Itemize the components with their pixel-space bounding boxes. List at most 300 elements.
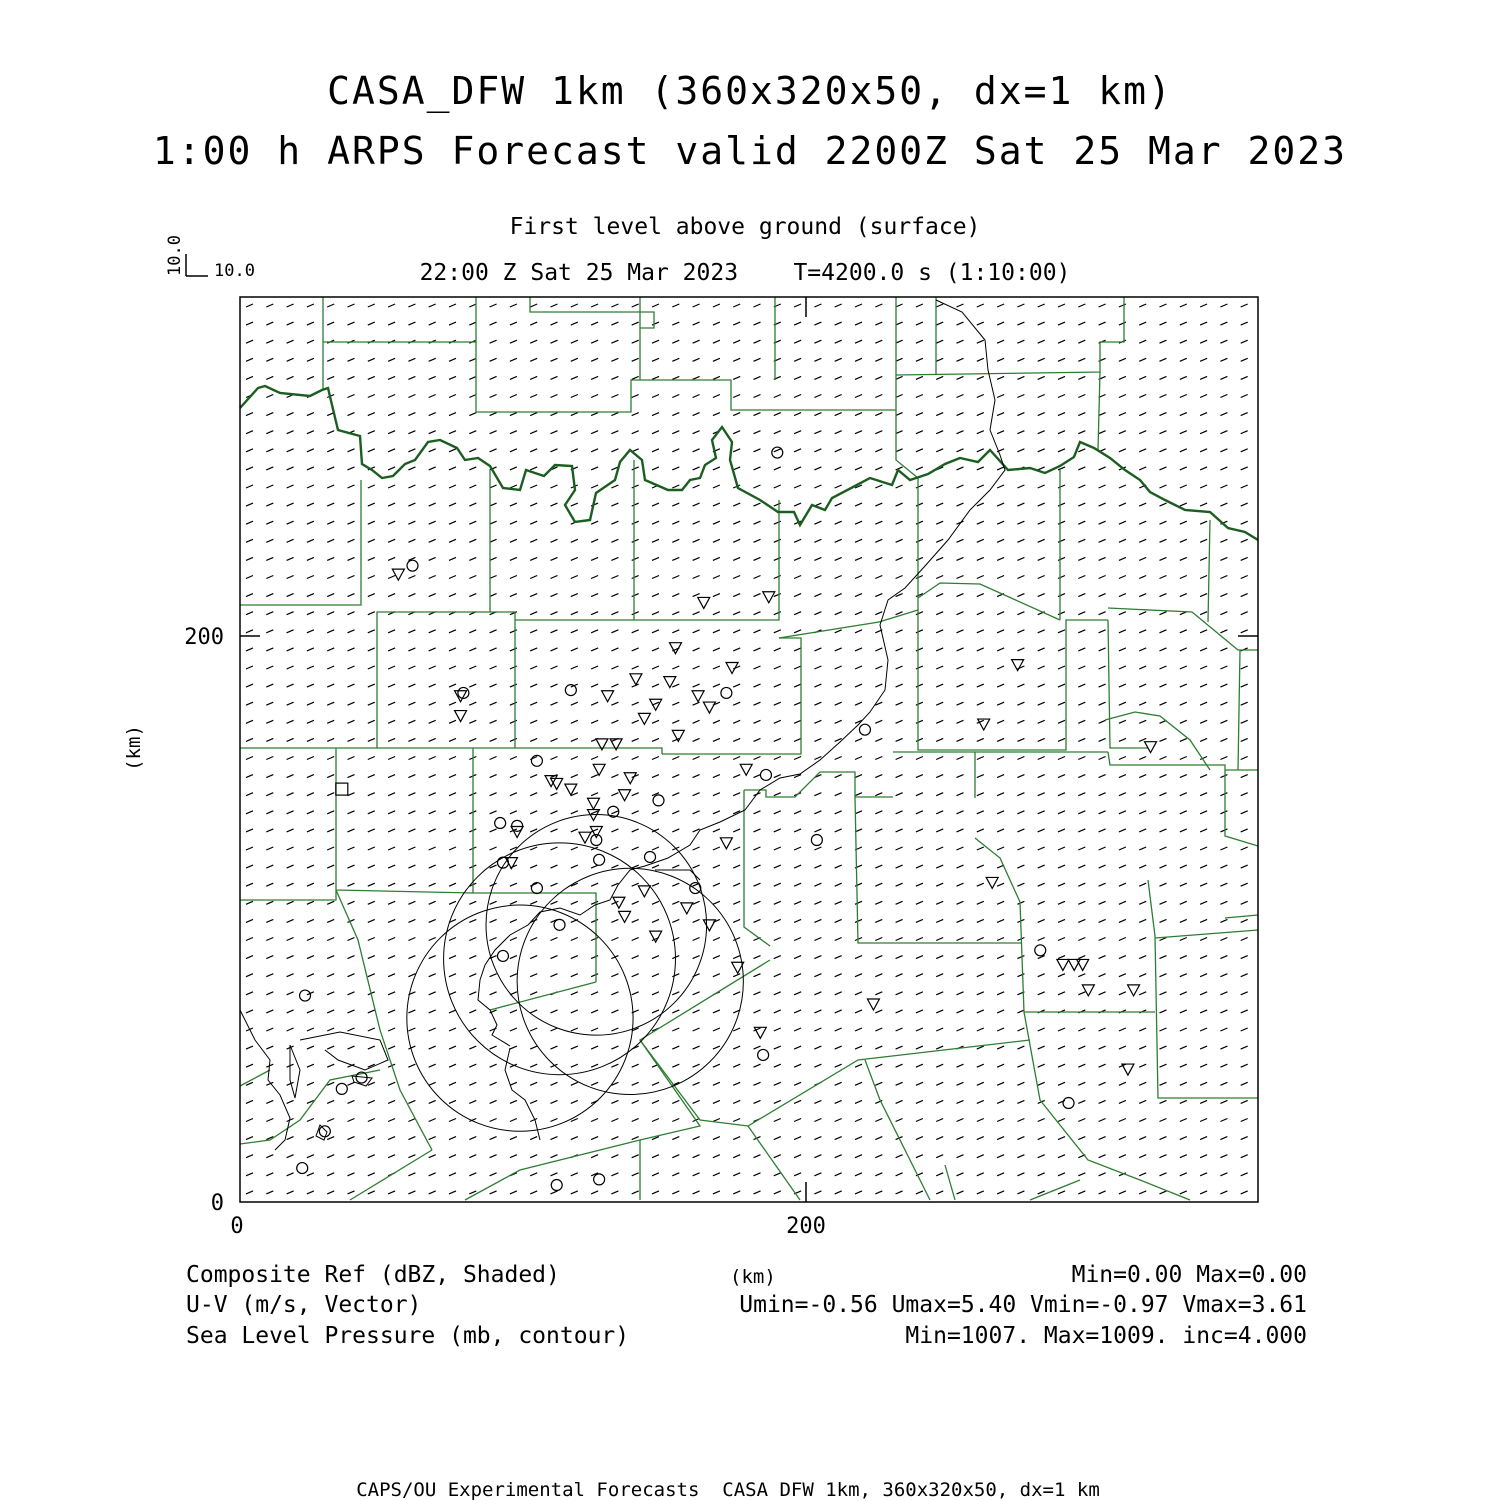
wind-vector xyxy=(754,1082,761,1085)
wind-vector xyxy=(490,992,497,995)
wind-vector xyxy=(672,358,679,361)
wind-vector xyxy=(1180,1137,1187,1140)
wind-vector xyxy=(551,1010,558,1013)
wind-vector xyxy=(1038,376,1045,379)
wind-vector xyxy=(1058,376,1065,379)
station-circle xyxy=(760,769,771,780)
wind-vector xyxy=(611,340,618,343)
wind-vector xyxy=(307,503,314,506)
wind-vector xyxy=(469,358,476,361)
wind-vector xyxy=(875,431,882,434)
wind-vector xyxy=(1038,883,1045,886)
wind-vector xyxy=(327,648,334,651)
station-circle xyxy=(772,447,783,458)
wind-vector xyxy=(794,322,801,325)
wind-vector xyxy=(327,793,334,796)
wind-vector xyxy=(1241,919,1248,922)
wind-vector xyxy=(1017,956,1024,959)
wind-vector xyxy=(1099,919,1106,922)
wind-vector xyxy=(408,865,415,868)
wind-vector xyxy=(754,413,761,416)
wind-vector xyxy=(896,1046,903,1049)
wind-vector xyxy=(449,1046,456,1049)
wind-vector xyxy=(1220,503,1227,506)
wind-vector xyxy=(957,757,964,760)
wind-vector xyxy=(855,557,862,560)
wind-vector xyxy=(571,992,578,995)
wind-vector xyxy=(672,322,679,325)
station-circle xyxy=(554,919,565,930)
wind-vector xyxy=(814,576,821,579)
wind-vector xyxy=(1099,322,1106,325)
wind-vector xyxy=(814,1191,821,1194)
wind-vector xyxy=(1099,539,1106,542)
wind-vector xyxy=(388,775,395,778)
wind-vector xyxy=(814,521,821,524)
wind-vector xyxy=(408,1100,415,1103)
wind-vector xyxy=(449,485,456,488)
wind-vector xyxy=(1200,1028,1207,1031)
wind-vector xyxy=(510,322,517,325)
wind-vector xyxy=(835,539,842,542)
wind-vector xyxy=(408,775,415,778)
wind-vector xyxy=(368,883,375,886)
wind-vector xyxy=(713,304,720,307)
wind-vector xyxy=(774,1082,781,1085)
wind-vector xyxy=(1220,974,1227,977)
wind-vector xyxy=(307,974,314,977)
wind-vector xyxy=(1058,829,1065,832)
wind-vector xyxy=(672,539,679,542)
wind-vector xyxy=(733,431,740,434)
wind-vector xyxy=(957,648,964,651)
wind-vector xyxy=(814,1010,821,1013)
wind-vector xyxy=(713,1028,720,1031)
wind-vector xyxy=(551,594,558,597)
wind-vector xyxy=(348,847,355,850)
station-square xyxy=(336,783,348,795)
wind-vector xyxy=(408,1173,415,1176)
wind-vector xyxy=(1119,431,1126,434)
wind-vector xyxy=(1058,594,1065,597)
wind-vector xyxy=(1241,757,1248,760)
wind-vector xyxy=(774,557,781,560)
wind-vector xyxy=(632,702,639,705)
wind-vector xyxy=(327,594,334,597)
wind-vector xyxy=(571,1028,578,1031)
wind-vector xyxy=(510,594,517,597)
wind-vector xyxy=(1180,1028,1187,1031)
wind-vector xyxy=(1058,304,1065,307)
wind-vector xyxy=(327,1100,334,1103)
wind-vector xyxy=(754,829,761,832)
wind-vector xyxy=(855,449,862,452)
wind-vector xyxy=(490,919,497,922)
wind-vector xyxy=(1078,376,1085,379)
wind-vector xyxy=(916,304,923,307)
wind-vector xyxy=(611,612,618,615)
wind-vector xyxy=(977,1137,984,1140)
wind-vector xyxy=(1038,684,1045,687)
wind-vector xyxy=(1160,1155,1167,1158)
wind-vector xyxy=(1078,1028,1085,1031)
wind-vector xyxy=(287,757,294,760)
wind-vector xyxy=(794,738,801,741)
wind-vector xyxy=(916,557,923,560)
wind-vector xyxy=(469,413,476,416)
wind-vector xyxy=(611,1191,618,1194)
wind-vector xyxy=(672,1064,679,1067)
wind-vector xyxy=(1241,811,1248,814)
wind-vector xyxy=(307,1046,314,1049)
wind-vector xyxy=(916,738,923,741)
wind-vector xyxy=(449,793,456,796)
wind-vector xyxy=(733,793,740,796)
wind-vector xyxy=(774,974,781,977)
wind-vector xyxy=(997,901,1004,904)
wind-vector xyxy=(1038,395,1045,398)
wind-vector xyxy=(1038,793,1045,796)
wind-vector xyxy=(713,1137,720,1140)
wind-vector xyxy=(368,395,375,398)
wind-vector xyxy=(1160,1082,1167,1085)
wind-vector xyxy=(632,829,639,832)
wind-vector xyxy=(916,865,923,868)
wind-vector xyxy=(429,901,436,904)
wind-vector xyxy=(713,503,720,506)
wind-vector xyxy=(1241,883,1248,886)
wind-vector xyxy=(388,503,395,506)
wind-vector xyxy=(916,376,923,379)
wind-vector xyxy=(652,449,659,452)
wind-vector xyxy=(855,702,862,705)
wind-vector xyxy=(754,757,761,760)
wind-vector xyxy=(997,1010,1004,1013)
wind-vector xyxy=(652,395,659,398)
wind-vector xyxy=(632,919,639,922)
wind-vector xyxy=(713,594,720,597)
wind-vector xyxy=(307,757,314,760)
wind-vector xyxy=(713,684,720,687)
wind-vector xyxy=(388,304,395,307)
station-circle xyxy=(811,835,822,846)
station-triangle xyxy=(392,569,404,580)
wind-vector xyxy=(855,974,862,977)
wind-vector xyxy=(388,557,395,560)
wind-vector xyxy=(652,594,659,597)
wind-vector xyxy=(551,539,558,542)
wind-vector xyxy=(1119,1028,1126,1031)
wind-vector xyxy=(977,1100,984,1103)
wind-vector xyxy=(1200,376,1207,379)
wind-vector xyxy=(246,431,253,434)
station-circle xyxy=(497,950,508,961)
wind-vector xyxy=(733,757,740,760)
wind-vector xyxy=(429,413,436,416)
wind-vector xyxy=(1200,322,1207,325)
wind-vector xyxy=(936,521,943,524)
wind-vector xyxy=(287,901,294,904)
wind-vector xyxy=(774,539,781,542)
wind-vector xyxy=(632,539,639,542)
wind-vector xyxy=(449,1191,456,1194)
wind-vector xyxy=(652,503,659,506)
wind-vector xyxy=(855,1010,862,1013)
wind-vector xyxy=(246,1173,253,1176)
wind-vector xyxy=(551,358,558,361)
wind-vector xyxy=(266,539,273,542)
wind-vector xyxy=(835,684,842,687)
wind-vector xyxy=(875,883,882,886)
wind-vector xyxy=(754,720,761,723)
wind-vector xyxy=(408,1010,415,1013)
wind-vector xyxy=(408,684,415,687)
wind-vector xyxy=(490,340,497,343)
wind-vector xyxy=(1220,702,1227,705)
wind-vector xyxy=(957,720,964,723)
wind-vector xyxy=(835,630,842,633)
wind-vector xyxy=(1180,449,1187,452)
wind-vector xyxy=(855,883,862,886)
wind-vector xyxy=(875,1137,882,1140)
wind-vector xyxy=(327,485,334,488)
wind-vector xyxy=(530,1046,537,1049)
wind-vector xyxy=(794,938,801,941)
wind-vector xyxy=(368,322,375,325)
wind-vector xyxy=(1200,738,1207,741)
wind-vector xyxy=(1220,630,1227,633)
wind-vector xyxy=(1241,576,1248,579)
wind-vector xyxy=(287,413,294,416)
wind-vector xyxy=(855,322,862,325)
wind-vector xyxy=(896,738,903,741)
wind-vector xyxy=(1200,467,1207,470)
wind-vector xyxy=(429,738,436,741)
wind-vector xyxy=(957,485,964,488)
wind-vector xyxy=(1139,865,1146,868)
wind-vector xyxy=(875,358,882,361)
wind-vector xyxy=(997,395,1004,398)
wind-vector xyxy=(469,1155,476,1158)
wind-vector xyxy=(794,376,801,379)
wind-vector xyxy=(490,1191,497,1194)
wind-vector xyxy=(1180,485,1187,488)
wind-vector xyxy=(429,883,436,886)
wind-vector xyxy=(936,557,943,560)
wind-vector xyxy=(1058,431,1065,434)
wind-vector xyxy=(591,1046,598,1049)
wind-vector xyxy=(977,413,984,416)
wind-vector xyxy=(632,395,639,398)
wind-vector xyxy=(429,847,436,850)
station-triangle xyxy=(638,713,650,724)
wind-vector xyxy=(916,449,923,452)
wind-vector xyxy=(1200,340,1207,343)
wind-vector xyxy=(1058,630,1065,633)
wind-vector xyxy=(1200,702,1207,705)
wind-vector xyxy=(875,1119,882,1122)
wind-vector xyxy=(794,648,801,651)
wind-vector xyxy=(1139,1137,1146,1140)
wind-vector xyxy=(530,413,537,416)
wind-vector xyxy=(469,1028,476,1031)
wind-vector xyxy=(916,757,923,760)
wind-vector xyxy=(408,521,415,524)
wind-vector xyxy=(835,1155,842,1158)
wind-vector xyxy=(652,304,659,307)
wind-vector xyxy=(652,974,659,977)
wind-vector xyxy=(632,376,639,379)
wind-vector xyxy=(1241,485,1248,488)
wind-vector xyxy=(266,684,273,687)
wind-vector xyxy=(693,1137,700,1140)
wind-vector xyxy=(672,1028,679,1031)
wind-vector xyxy=(835,865,842,868)
wind-vector xyxy=(611,521,618,524)
wind-vector xyxy=(794,1064,801,1067)
wind-vector xyxy=(875,1010,882,1013)
wind-vector xyxy=(246,829,253,832)
wind-vector xyxy=(469,557,476,560)
wind-vector xyxy=(1241,956,1248,959)
wind-vector xyxy=(1200,992,1207,995)
wind-vector xyxy=(530,630,537,633)
wind-vector xyxy=(449,304,456,307)
wind-vector xyxy=(307,775,314,778)
wind-vector xyxy=(246,1010,253,1013)
wind-vector xyxy=(408,738,415,741)
wind-vector xyxy=(1119,395,1126,398)
wind-vector xyxy=(530,557,537,560)
wind-vector xyxy=(490,648,497,651)
wind-vector xyxy=(327,775,334,778)
wind-vector xyxy=(1017,648,1024,651)
wind-vector xyxy=(632,485,639,488)
wind-vector xyxy=(1160,757,1167,760)
wind-vector xyxy=(551,340,558,343)
wind-vector xyxy=(916,793,923,796)
wind-vector xyxy=(632,1100,639,1103)
wind-vector xyxy=(287,485,294,488)
wind-vector xyxy=(490,1064,497,1067)
wind-vector xyxy=(977,340,984,343)
wind-vector xyxy=(1119,901,1126,904)
wind-vector xyxy=(957,901,964,904)
wind-vector xyxy=(571,431,578,434)
wind-vector xyxy=(327,919,334,922)
wind-vector xyxy=(1241,702,1248,705)
wind-vector xyxy=(307,340,314,343)
wind-vector xyxy=(1017,485,1024,488)
wind-vector xyxy=(287,738,294,741)
wind-vector xyxy=(1160,1100,1167,1103)
wind-vector xyxy=(1241,901,1248,904)
station-triangle xyxy=(630,674,642,685)
wind-vector xyxy=(794,557,801,560)
wind-vector xyxy=(591,1137,598,1140)
wind-vector xyxy=(754,485,761,488)
wind-vector xyxy=(1139,1082,1146,1085)
wind-vector xyxy=(490,829,497,832)
wind-vector xyxy=(1180,847,1187,850)
wind-vector xyxy=(348,702,355,705)
wind-vector xyxy=(652,376,659,379)
wind-vector xyxy=(957,376,964,379)
wind-vector xyxy=(997,702,1004,705)
wind-vector xyxy=(936,539,943,542)
wind-vector xyxy=(1078,666,1085,669)
wind-vector xyxy=(266,720,273,723)
wind-vector xyxy=(490,702,497,705)
wind-vector xyxy=(490,938,497,941)
wind-vector xyxy=(1241,1191,1248,1194)
wind-vector xyxy=(855,757,862,760)
wind-vector xyxy=(875,1191,882,1194)
wind-vector xyxy=(530,521,537,524)
wind-vector xyxy=(591,1119,598,1122)
wind-vector xyxy=(916,648,923,651)
wind-vector xyxy=(490,1119,497,1122)
wind-vector xyxy=(551,1155,558,1158)
wind-vector xyxy=(774,612,781,615)
wind-vector xyxy=(1160,539,1167,542)
wind-vector xyxy=(1241,666,1248,669)
wind-vector xyxy=(977,992,984,995)
legend-vector-stats: Umin=-0.56 Umax=5.40 Vmin=-0.97 Vmax=3.61 xyxy=(739,1292,1307,1318)
wind-vector xyxy=(1180,811,1187,814)
wind-vector xyxy=(449,974,456,977)
wind-vector xyxy=(754,974,761,977)
wind-vector xyxy=(1180,322,1187,325)
wind-vector xyxy=(327,322,334,325)
wind-vector xyxy=(348,449,355,452)
wind-vector xyxy=(896,1119,903,1122)
wind-vector xyxy=(571,395,578,398)
wind-vector xyxy=(388,829,395,832)
station-triangle xyxy=(650,699,662,710)
wind-vector xyxy=(632,757,639,760)
wind-vector xyxy=(1220,1010,1227,1013)
wind-vector xyxy=(449,1010,456,1013)
wind-vector xyxy=(997,956,1004,959)
wind-vector xyxy=(693,376,700,379)
wind-vector xyxy=(571,720,578,723)
wind-vector xyxy=(693,1046,700,1049)
wind-vector xyxy=(1180,521,1187,524)
wind-vector xyxy=(266,919,273,922)
wind-vector xyxy=(936,883,943,886)
wind-vector xyxy=(855,376,862,379)
wind-vector xyxy=(1058,1155,1065,1158)
wind-vector xyxy=(936,594,943,597)
wind-vector xyxy=(672,485,679,488)
wind-vector xyxy=(835,1064,842,1067)
wind-vector xyxy=(997,738,1004,741)
wind-vector xyxy=(510,738,517,741)
wind-vector xyxy=(1139,395,1146,398)
wind-vector xyxy=(1180,865,1187,868)
wind-vector xyxy=(551,956,558,959)
wind-vector xyxy=(733,395,740,398)
wind-vector xyxy=(774,413,781,416)
wind-vector xyxy=(591,395,598,398)
wind-vector xyxy=(733,883,740,886)
wind-vector xyxy=(693,395,700,398)
wind-vector xyxy=(875,376,882,379)
wind-vector xyxy=(368,1191,375,1194)
wind-vector xyxy=(611,322,618,325)
wind-vector xyxy=(571,1137,578,1140)
